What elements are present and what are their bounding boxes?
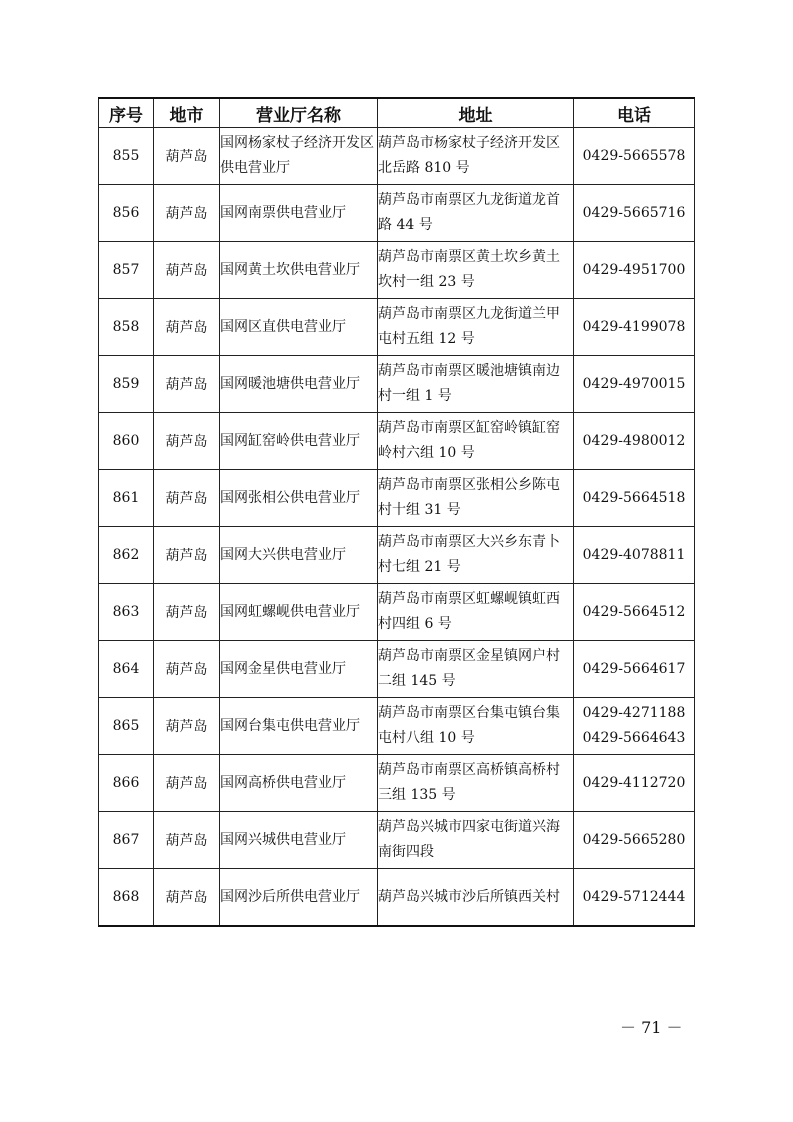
cell-hall-name: 国网高桥供电营业厅 bbox=[220, 755, 378, 812]
header-no: 序号 bbox=[99, 98, 154, 128]
table-row bbox=[99, 128, 695, 185]
cell-no: 855 bbox=[99, 128, 154, 185]
cell-address: 葫芦岛市南票区虹螺岘镇虹西村四组 6 号 bbox=[378, 584, 574, 641]
table-row bbox=[99, 584, 695, 641]
cell-city: 葫芦岛 bbox=[154, 584, 220, 641]
cell-hall-name: 国网黄土坎供电营业厅 bbox=[220, 242, 378, 299]
cell-address: 葫芦岛市杨家杖子经济开发区北岳路 810 号 bbox=[378, 128, 574, 185]
header-address: 地址 bbox=[378, 98, 574, 128]
cell-phone bbox=[574, 185, 695, 242]
cell-city: 葫芦岛 bbox=[154, 641, 220, 698]
phone-number: 0429-4271188 bbox=[582, 705, 686, 721]
cell-phone bbox=[574, 812, 695, 869]
cell-city: 葫芦岛 bbox=[154, 413, 220, 470]
phone-number: 0429-5665716 bbox=[582, 204, 686, 221]
cell-city: 葫芦岛 bbox=[154, 128, 220, 185]
cell-address: 葫芦岛市南票区暖池塘镇南边村一组 1 号 bbox=[378, 356, 574, 413]
phone-number: 0429-4199078 bbox=[582, 318, 686, 335]
cell-hall-name: 国网区直供电营业厅 bbox=[220, 299, 378, 356]
cell-phone bbox=[574, 641, 695, 698]
cell-city: 葫芦岛 bbox=[154, 356, 220, 413]
cell-address: 葫芦岛市南票区张相公乡陈屯村十组 31 号 bbox=[378, 470, 574, 527]
cell-no: 868 bbox=[99, 869, 154, 927]
cell-city: 葫芦岛 bbox=[154, 470, 220, 527]
cell-hall-name: 国网暖池塘供电营业厅 bbox=[220, 356, 378, 413]
cell-no: 860 bbox=[99, 413, 154, 470]
cell-phone bbox=[574, 584, 695, 641]
phone-number: 0429-5712444 bbox=[582, 888, 686, 905]
table-row bbox=[99, 641, 695, 698]
cell-address: 葫芦岛兴城市沙后所镇西关村 bbox=[378, 869, 574, 927]
cell-no: 863 bbox=[99, 584, 154, 641]
table-row bbox=[99, 413, 695, 470]
cell-address: 葫芦岛市南票区黄土坎乡黄土坎村一组 23 号 bbox=[378, 242, 574, 299]
phone-number: 0429-5664617 bbox=[582, 660, 686, 677]
cell-phone bbox=[574, 128, 695, 185]
cell-no: 867 bbox=[99, 812, 154, 869]
cell-hall-name: 国网缸窑岭供电营业厅 bbox=[220, 413, 378, 470]
cell-city: 葫芦岛 bbox=[154, 242, 220, 299]
table-row bbox=[99, 812, 695, 869]
cell-address: 葫芦岛市南票区高桥镇高桥村三组 135 号 bbox=[378, 755, 574, 812]
cell-no: 857 bbox=[99, 242, 154, 299]
header-phone: 电话 bbox=[574, 98, 695, 128]
cell-phone bbox=[574, 413, 695, 470]
phone-number: 0429-5665578 bbox=[582, 147, 686, 164]
phone-number: 0429-5664518 bbox=[582, 489, 686, 506]
cell-no: 866 bbox=[99, 755, 154, 812]
cell-hall-name: 国网兴城供电营业厅 bbox=[220, 812, 378, 869]
phone-number: 0429-4980012 bbox=[582, 432, 686, 449]
cell-hall-name: 国网杨家杖子经济开发区供电营业厅 bbox=[220, 128, 378, 185]
page-number: － 71 － bbox=[620, 1018, 683, 1037]
cell-no: 858 bbox=[99, 299, 154, 356]
cell-phone bbox=[574, 698, 695, 755]
phone-number: 0429-4970015 bbox=[582, 375, 686, 392]
cell-no: 862 bbox=[99, 527, 154, 584]
cell-hall-name: 国网大兴供电营业厅 bbox=[220, 527, 378, 584]
cell-hall-name: 国网张相公供电营业厅 bbox=[220, 470, 378, 527]
cell-address: 葫芦岛兴城市四家屯街道兴海南街四段 bbox=[378, 812, 574, 869]
table-row bbox=[99, 527, 695, 584]
cell-no: 856 bbox=[99, 185, 154, 242]
cell-address: 葫芦岛市南票区大兴乡东青卜村七组 21 号 bbox=[378, 527, 574, 584]
cell-no: 865 bbox=[99, 698, 154, 755]
table-row bbox=[99, 869, 695, 927]
cell-city: 葫芦岛 bbox=[154, 869, 220, 927]
table-row bbox=[99, 755, 695, 812]
phone-number: 0429-5664512 bbox=[582, 603, 686, 620]
cell-address: 葫芦岛市南票区九龙街道兰甲屯村五组 12 号 bbox=[378, 299, 574, 356]
cell-city: 葫芦岛 bbox=[154, 698, 220, 755]
cell-phone bbox=[574, 356, 695, 413]
cell-hall-name: 国网金星供电营业厅 bbox=[220, 641, 378, 698]
cell-no: 859 bbox=[99, 356, 154, 413]
header-name: 营业厅名称 bbox=[220, 98, 378, 128]
cell-city: 葫芦岛 bbox=[154, 755, 220, 812]
table-row bbox=[99, 470, 695, 527]
cell-phone bbox=[574, 299, 695, 356]
cell-address: 葫芦岛市南票区台集屯镇台集屯村八组 10 号 bbox=[378, 698, 574, 755]
cell-address: 葫芦岛市南票区九龙街道龙首路 44 号 bbox=[378, 185, 574, 242]
header-city: 地市 bbox=[154, 98, 220, 128]
phone-number: 0429-4078811 bbox=[582, 546, 686, 563]
cell-hall-name: 国网台集屯供电营业厅 bbox=[220, 698, 378, 755]
table-row bbox=[99, 242, 695, 299]
cell-city: 葫芦岛 bbox=[154, 299, 220, 356]
table-row bbox=[99, 299, 695, 356]
cell-address: 葫芦岛市南票区金星镇网户村二组 145 号 bbox=[378, 641, 574, 698]
cell-no: 861 bbox=[99, 470, 154, 527]
table-row bbox=[99, 698, 695, 755]
table-header-row bbox=[99, 98, 695, 128]
phone-number: 0429-4112720 bbox=[582, 774, 686, 791]
cell-city: 葫芦岛 bbox=[154, 812, 220, 869]
cell-address: 葫芦岛市南票区缸窑岭镇缸窑岭村六组 10 号 bbox=[378, 413, 574, 470]
cell-city: 葫芦岛 bbox=[154, 527, 220, 584]
cell-hall-name: 国网沙后所供电营业厅 bbox=[220, 869, 378, 927]
phone-number: 0429-4951700 bbox=[582, 261, 686, 278]
table-row bbox=[99, 185, 695, 242]
cell-phone bbox=[574, 470, 695, 527]
cell-no: 864 bbox=[99, 641, 154, 698]
cell-phone bbox=[574, 869, 695, 927]
cell-phone bbox=[574, 527, 695, 584]
table-row bbox=[99, 356, 695, 413]
cell-hall-name: 国网南票供电营业厅 bbox=[220, 185, 378, 242]
phone-number: 0429-5664643 bbox=[582, 730, 686, 746]
service-hall-table bbox=[98, 97, 695, 927]
cell-hall-name: 国网虹螺岘供电营业厅 bbox=[220, 584, 378, 641]
cell-phone bbox=[574, 242, 695, 299]
cell-phone bbox=[574, 755, 695, 812]
cell-city: 葫芦岛 bbox=[154, 185, 220, 242]
phone-number: 0429-5665280 bbox=[582, 831, 686, 848]
